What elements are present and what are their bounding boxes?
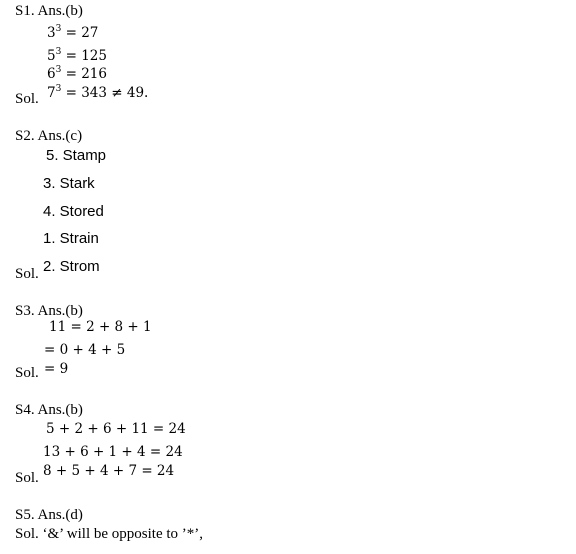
s1-sol-label: Sol. bbox=[15, 91, 39, 107]
s2-heading: S2. Ans.(c) bbox=[15, 128, 83, 144]
s2-line-4: 1. Strain bbox=[43, 230, 99, 247]
s2-line-1: 5. Stamp bbox=[46, 147, 107, 164]
s3-heading: S3. Ans.(b) bbox=[15, 303, 83, 319]
s4-line-3: 8 + 5 + 4 + 7 = 24 bbox=[43, 463, 175, 479]
s4-sol-label: Sol. bbox=[15, 470, 39, 486]
s3-sol-label: Sol. bbox=[15, 365, 39, 381]
s5-heading: S5. Ans.(d) bbox=[15, 507, 83, 523]
s4-heading: S4. Ans.(b) bbox=[15, 402, 83, 418]
s4-line-1: 5 + 2 + 6 + 11 = 24 bbox=[46, 421, 186, 437]
s4-line-2: 13 + 6 + 1 + 4 = 24 bbox=[43, 444, 183, 460]
s3-line-2: = 0 + 4 + 5 bbox=[44, 342, 126, 358]
s2-line-2: 3. Stark bbox=[43, 175, 95, 192]
s3-line-3: = 9 bbox=[44, 361, 69, 377]
s3-line-1: 11 = 2 + 8 + 1 bbox=[49, 319, 152, 335]
s1-line-1: $3^3 = 27$ bbox=[47, 24, 99, 41]
s2-sol-label: Sol. bbox=[15, 266, 39, 282]
s1-line-2: $5^3 = 125$ bbox=[47, 47, 107, 64]
s2-line-3: 4. Stored bbox=[43, 203, 104, 220]
s1-heading: S1. Ans.(b) bbox=[15, 3, 83, 19]
s1-line-4: $7^3 = 343 \ne 49$. bbox=[47, 84, 149, 101]
s1-line-3: $6^3 = 216$ bbox=[47, 65, 107, 82]
s2-line-5: 2. Strom bbox=[43, 258, 100, 275]
s5-sol-text: Sol. ‘&’ will be opposite to ’*’, bbox=[15, 526, 204, 542]
